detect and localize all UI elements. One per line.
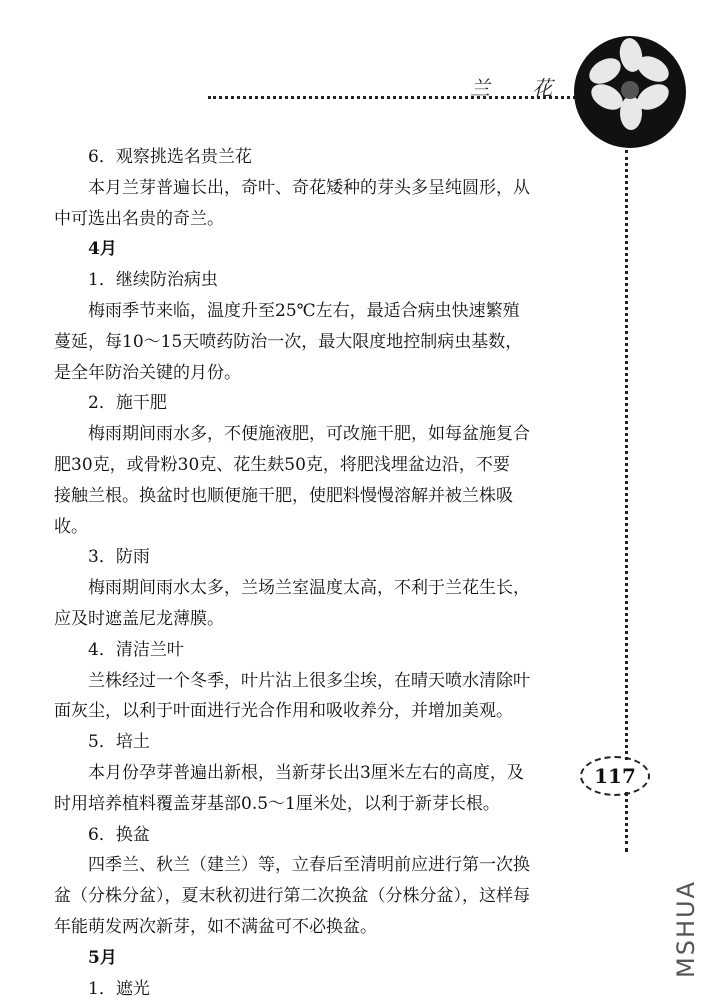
text-line: 梅雨季节来临，温度升至25℃左右，最适合病虫快速繁殖: [88, 300, 520, 321]
margin-rule-lower: [625, 792, 628, 852]
header-rule: [208, 96, 582, 99]
text-line: 收。: [54, 516, 88, 537]
text-line: 梅雨期间雨水多，不便施液肥，可改施干肥，如每盆施复合: [88, 424, 530, 445]
text-line: 4．清洁兰叶: [88, 639, 184, 660]
flower-emblem-icon: [574, 36, 686, 148]
text-line: 本月兰芽普遍长出，奇叶、奇花矮种的芽头多呈纯圆形，从: [88, 177, 530, 198]
text-line: 中可选出名贵的奇兰。: [54, 208, 224, 229]
text-line: 年能萌发两次新芽，如不满盆可不必换盆。: [54, 916, 377, 937]
text-line: 梅雨期间雨水太多，兰场兰室温度太高，不利于兰花生长，: [88, 578, 530, 599]
text-line: 5．培土: [88, 732, 150, 753]
text-line: 时用培养植料覆盖芽基部0.5～1厘米处，以利于新芽长根。: [54, 793, 500, 814]
text-line: 3．防雨: [88, 547, 150, 568]
text-line: 肥30克，或骨粉30克、花生麸50克，将肥浅埋盆边沿，不要: [54, 454, 510, 475]
text-line: 6．观察挑选名贵兰花: [88, 147, 252, 167]
body-text: [54, 142, 594, 1004]
text-line: 四季兰、秋兰（建兰）等，立春后至清明前应进行第一次换: [88, 855, 530, 876]
text-line: 应及时遮盖尼龙薄膜。: [54, 608, 224, 629]
text-line: 接触兰根。换盆时也顺便施干肥，使肥料慢慢溶解并被兰株吸: [54, 485, 513, 506]
text-line: 面灰尘，以利于叶面进行光合作用和吸收养分，并增加美观。: [54, 701, 513, 722]
section-heading: 4月: [88, 239, 117, 260]
text-line: 1．继续防治病虫: [88, 270, 218, 291]
watermark: MSHUA: [672, 880, 700, 978]
text-line: 2．施干肥: [88, 393, 167, 414]
text-line: 6．换盆: [88, 824, 150, 845]
page-number: 117: [580, 756, 650, 796]
text-line: 兰株经过一个冬季，叶片沾上很多尘埃，在晴天喷水清除叶: [88, 670, 530, 691]
section-heading: 5月: [88, 947, 117, 968]
text-line: 1．遮光: [88, 978, 150, 999]
header-title: 兰 花: [470, 76, 571, 100]
text-line: 盆（分株分盆），夏末秋初进行第二次换盆（分株分盆），这样每: [54, 886, 530, 907]
text-line: 是全年防治关键的月份。: [54, 362, 241, 383]
text-line: 蔓延，每10～15天喷药防治一次，最大限度地控制病虫基数，: [54, 331, 523, 352]
text-line: 本月份孕芽普遍出新根，当新芽长出3厘米左右的高度，及: [88, 762, 524, 783]
margin-rule: [625, 150, 628, 760]
